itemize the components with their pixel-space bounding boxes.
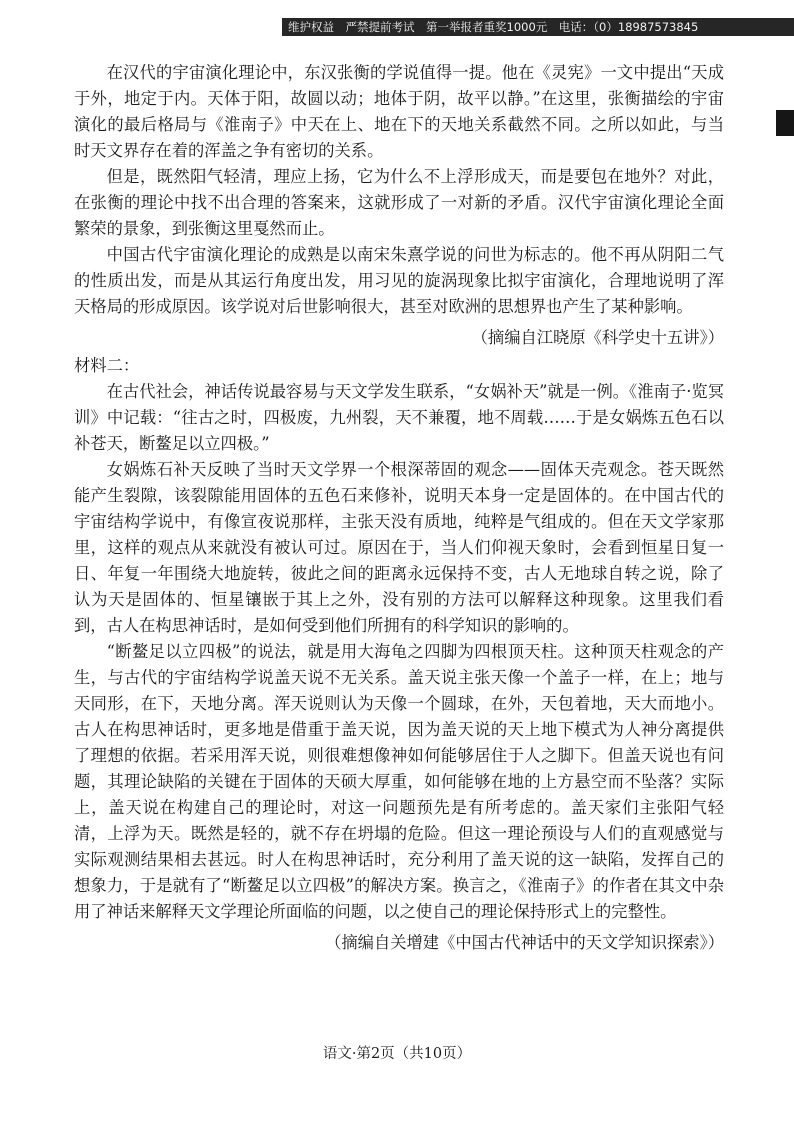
page-footer bbox=[0, 1042, 794, 1063]
article-content bbox=[74, 60, 724, 958]
material-2 bbox=[74, 353, 724, 956]
paragraph: “断鳌足以立四极”的说法，就是用大海龟之四脚为四根顶天柱。这种顶天柱观念的产生，与古代的宇宙结构学说盖天说不无关系。盖天说主张天像一个盖子一样，在上；地与天同形，在下，天地分离。浑天说则认为天像一个圆球，在外，天包着地，天大而地小。古人在构思神话时，更多地是借重于盖天说，因为盖天说的天上地下模式为人神分离提供了理想的依据。若采用浑天说，则很难想像神如何能够居住于人之脚下。但盖天说也有问题，其理论缺陷的关键在于固体的天硕大厚重，如何能够在地的上方悬空而不坠落？实际上，盖天说在构建自己的理论时，对这一问题预先是有所考虑的。盖天家们主张阳气轻清，上浮为天。既然是轻的，就不存在坍塌的危险。但这一理论预设与人们的直观感觉与实际观测结果相去甚远。时人在构思神话时，充分利用了盖天说的这一缺陷，发挥自己的想象力，于是就有了“断鳌足以立四极”的解决方案。换言之，《淮南子》的作者在其文中杂用了神话来解释天文学理论所面临的问题，以之使自己的理论保持形式上的完整性。 bbox=[74, 642, 724, 921]
citation-material-1: （摘编自江晓原《科学史十五讲》） bbox=[471, 328, 724, 347]
header-notice-bar bbox=[282, 18, 794, 36]
header-notice-text: 维护权益 严禁提前考试 第一举报者重奖1000元 电话：（0）18987573845 bbox=[288, 20, 699, 34]
edge-marker bbox=[776, 110, 794, 136]
citation-material-2: （摘编自关增建《中国古代神话中的天文学知识探索》） bbox=[325, 933, 724, 952]
paragraph: 女娲炼石补天反映了当时天文学界一个根深蒂固的观念——固体天壳观念。苍天既然能产生裂隙，该裂隙能用固体的五色石来修补，说明天本身一定是固体的。在中国古代的宇宙结构学说中，有像宣夜说那样，主张天没有质地，纯粹是气组成的。但在天文学家那里，这样的观点从来就没有被认可过。原因在于，当人们仰视天象时，会看到恒星日复一日、年复一年围绕大地旋转，彼此之间的距离永远保持不变，古人无地球自转之说，除了认为天是固体的、恒星镶嵌于其上之外，没有别的方法可以解释这种现象。这里我们看到，古人在构思神话时，是如何受到他们所拥有的科学知识的影响的。 bbox=[74, 460, 724, 635]
paragraph: 中国古代宇宙演化理论的成熟是以南宋朱熹学说的问世为标志的。他不再从阴阳二气的性质出发，而是从其运行角度出发，用习见的旋涡现象比拟宇宙演化，合理地说明了浑天格局的形成原因。该学说对后世影响很大，甚至对欧洲的思想界也产生了某种影响。 bbox=[74, 245, 724, 316]
paragraph: 在汉代的宇宙演化理论中，东汉张衡的学说值得一提。他在《灵宪》一文中提出“天成于外，地定于内。天体于阳，故圆以动；地体于阴，故平以静。”在这里，张衡描绘的宇宙演化的最后格局与《淮南子》中天在上、地在下的天地关系截然不同。之所以如此，与当时天文界存在着的浑盖之争有密切的关系。 bbox=[74, 63, 724, 160]
material-2-label: 材料二： bbox=[74, 356, 140, 375]
page-number: 语文·第2页（共10页） bbox=[322, 1046, 472, 1062]
paragraph: 但是，既然阳气轻清，理应上扬，它为什么不上浮形成天，而是要包在地外？对此，在张衡的理论中找不出合理的答案来，这就形成了一对新的矛盾。汉代宇宙演化理论全面繁荣的景象，到张衡这里戛然而止。 bbox=[74, 167, 724, 238]
paragraph: 在古代社会，神话传说最容易与天文学发生联系，“女娲补天”就是一例。《淮南子·览冥训》中记载：“往古之时，四极废，九州裂，天不兼覆，地不周载……于是女娲炼五色石以补苍天，断鳌足以立四极。” bbox=[74, 382, 724, 453]
material-1 bbox=[74, 60, 724, 351]
